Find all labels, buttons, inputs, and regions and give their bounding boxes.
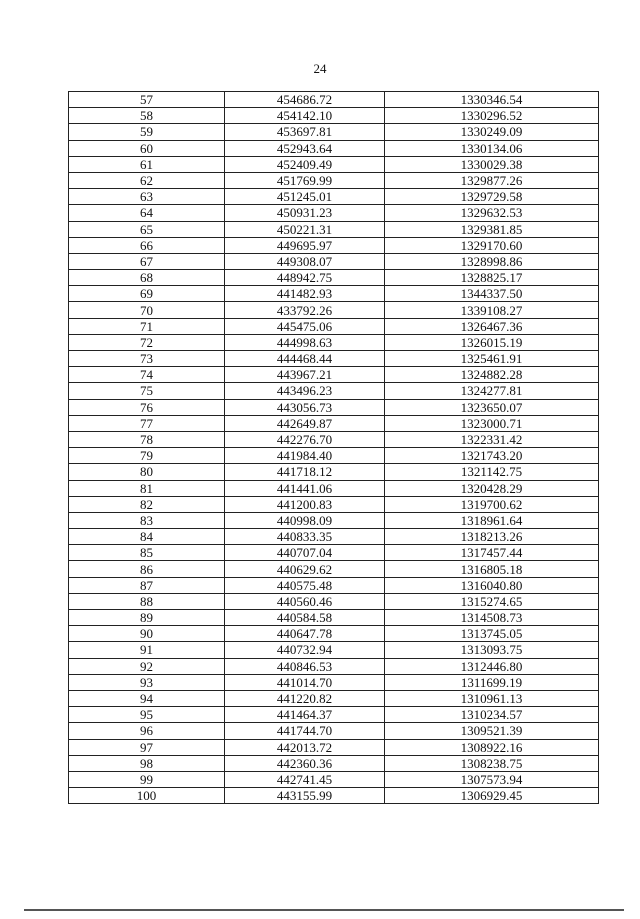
table-row <box>69 658 599 674</box>
x-coordinate-cell: 444998.63 <box>225 334 385 350</box>
y-coordinate-cell: 1329877.26 <box>385 172 599 188</box>
table-row <box>69 415 599 431</box>
x-coordinate-cell: 441220.82 <box>225 690 385 706</box>
y-coordinate-cell: 1314508.73 <box>385 610 599 626</box>
y-coordinate-cell: 1330296.52 <box>385 108 599 124</box>
y-coordinate-cell: 1326467.36 <box>385 318 599 334</box>
y-coordinate-cell: 1306929.45 <box>385 788 599 804</box>
table-row <box>69 221 599 237</box>
table-row <box>69 707 599 723</box>
table-row <box>69 351 599 367</box>
point-number-cell: 59 <box>69 124 225 140</box>
y-coordinate-cell: 1323650.07 <box>385 399 599 415</box>
x-coordinate-cell: 443056.73 <box>225 399 385 415</box>
table-row <box>69 253 599 269</box>
x-coordinate-cell: 450931.23 <box>225 205 385 221</box>
y-coordinate-cell: 1307573.94 <box>385 771 599 787</box>
x-coordinate-cell: 442013.72 <box>225 739 385 755</box>
table-row <box>69 723 599 739</box>
table-row <box>69 108 599 124</box>
point-number-cell: 70 <box>69 302 225 318</box>
point-number-cell: 74 <box>69 367 225 383</box>
y-coordinate-cell: 1321142.75 <box>385 464 599 480</box>
y-coordinate-cell: 1344337.50 <box>385 286 599 302</box>
x-coordinate-cell: 449695.97 <box>225 237 385 253</box>
point-number-cell: 72 <box>69 334 225 350</box>
x-coordinate-cell: 442741.45 <box>225 771 385 787</box>
x-coordinate-cell: 452409.49 <box>225 156 385 172</box>
table-row <box>69 334 599 350</box>
x-coordinate-cell: 443967.21 <box>225 367 385 383</box>
point-number-cell: 97 <box>69 739 225 755</box>
table-row <box>69 318 599 334</box>
point-number-cell: 82 <box>69 496 225 512</box>
point-number-cell: 96 <box>69 723 225 739</box>
y-coordinate-cell: 1328825.17 <box>385 270 599 286</box>
coordinate-table-body <box>69 92 599 804</box>
table-row <box>69 286 599 302</box>
point-number-cell: 67 <box>69 253 225 269</box>
y-coordinate-cell: 1324882.28 <box>385 367 599 383</box>
point-number-cell: 71 <box>69 318 225 334</box>
point-number-cell: 90 <box>69 626 225 642</box>
y-coordinate-cell: 1329729.58 <box>385 189 599 205</box>
point-number-cell: 88 <box>69 593 225 609</box>
y-coordinate-cell: 1328998.86 <box>385 253 599 269</box>
page-bottom-edge <box>24 909 624 911</box>
table-row <box>69 545 599 561</box>
point-number-cell: 93 <box>69 674 225 690</box>
point-number-cell: 80 <box>69 464 225 480</box>
y-coordinate-cell: 1319700.62 <box>385 496 599 512</box>
point-number-cell: 100 <box>69 788 225 804</box>
y-coordinate-cell: 1317457.44 <box>385 545 599 561</box>
table-row <box>69 124 599 140</box>
x-coordinate-cell: 440629.62 <box>225 561 385 577</box>
point-number-cell: 83 <box>69 512 225 528</box>
y-coordinate-cell: 1329170.60 <box>385 237 599 253</box>
point-number-cell: 98 <box>69 755 225 771</box>
x-coordinate-cell: 454142.10 <box>225 108 385 124</box>
table-row <box>69 755 599 771</box>
y-coordinate-cell: 1330029.38 <box>385 156 599 172</box>
y-coordinate-cell: 1313093.75 <box>385 642 599 658</box>
x-coordinate-cell: 433792.26 <box>225 302 385 318</box>
y-coordinate-cell: 1316805.18 <box>385 561 599 577</box>
x-coordinate-cell: 440647.78 <box>225 626 385 642</box>
table-row <box>69 205 599 221</box>
y-coordinate-cell: 1312446.80 <box>385 658 599 674</box>
table-row <box>69 788 599 804</box>
x-coordinate-cell: 442360.36 <box>225 755 385 771</box>
x-coordinate-cell: 454686.72 <box>225 92 385 108</box>
table-row <box>69 512 599 528</box>
x-coordinate-cell: 441482.93 <box>225 286 385 302</box>
point-number-cell: 86 <box>69 561 225 577</box>
page-number: 24 <box>313 61 327 76</box>
y-coordinate-cell: 1326015.19 <box>385 334 599 350</box>
point-number-cell: 78 <box>69 431 225 447</box>
x-coordinate-cell: 451245.01 <box>225 189 385 205</box>
x-coordinate-cell: 451769.99 <box>225 172 385 188</box>
y-coordinate-cell: 1330346.54 <box>385 92 599 108</box>
y-coordinate-cell: 1308922.16 <box>385 739 599 755</box>
x-coordinate-cell: 440998.09 <box>225 512 385 528</box>
point-number-cell: 63 <box>69 189 225 205</box>
point-number-cell: 79 <box>69 448 225 464</box>
point-number-cell: 76 <box>69 399 225 415</box>
x-coordinate-cell: 441441.06 <box>225 480 385 496</box>
point-number-cell: 61 <box>69 156 225 172</box>
table-row <box>69 464 599 480</box>
table-row <box>69 302 599 318</box>
point-number-cell: 95 <box>69 707 225 723</box>
table-row <box>69 92 599 108</box>
y-coordinate-cell: 1330249.09 <box>385 124 599 140</box>
x-coordinate-cell: 452943.64 <box>225 140 385 156</box>
y-coordinate-cell: 1324277.81 <box>385 383 599 399</box>
table-row <box>69 577 599 593</box>
y-coordinate-cell: 1310234.57 <box>385 707 599 723</box>
x-coordinate-cell: 441984.40 <box>225 448 385 464</box>
y-coordinate-cell: 1308238.75 <box>385 755 599 771</box>
y-coordinate-cell: 1318213.26 <box>385 529 599 545</box>
point-number-cell: 87 <box>69 577 225 593</box>
table-row <box>69 156 599 172</box>
x-coordinate-cell: 441744.70 <box>225 723 385 739</box>
table-row <box>69 529 599 545</box>
point-number-cell: 94 <box>69 690 225 706</box>
x-coordinate-cell: 441464.37 <box>225 707 385 723</box>
y-coordinate-cell: 1320428.29 <box>385 480 599 496</box>
x-coordinate-cell: 441200.83 <box>225 496 385 512</box>
y-coordinate-cell: 1309521.39 <box>385 723 599 739</box>
y-coordinate-cell: 1329632.53 <box>385 205 599 221</box>
x-coordinate-cell: 442649.87 <box>225 415 385 431</box>
point-number-cell: 81 <box>69 480 225 496</box>
point-number-cell: 68 <box>69 270 225 286</box>
table-row <box>69 610 599 626</box>
x-coordinate-cell: 443496.23 <box>225 383 385 399</box>
y-coordinate-cell: 1313745.05 <box>385 626 599 642</box>
table-row <box>69 237 599 253</box>
point-number-cell: 65 <box>69 221 225 237</box>
x-coordinate-cell: 440584.58 <box>225 610 385 626</box>
coordinate-table <box>68 91 599 804</box>
point-number-cell: 62 <box>69 172 225 188</box>
y-coordinate-cell: 1325461.91 <box>385 351 599 367</box>
point-number-cell: 66 <box>69 237 225 253</box>
table-row <box>69 140 599 156</box>
table-row <box>69 593 599 609</box>
point-number-cell: 60 <box>69 140 225 156</box>
table-row <box>69 739 599 755</box>
point-number-cell: 58 <box>69 108 225 124</box>
table-row <box>69 480 599 496</box>
x-coordinate-cell: 450221.31 <box>225 221 385 237</box>
point-number-cell: 89 <box>69 610 225 626</box>
table-row <box>69 674 599 690</box>
table-row <box>69 771 599 787</box>
y-coordinate-cell: 1330134.06 <box>385 140 599 156</box>
point-number-cell: 77 <box>69 415 225 431</box>
table-row <box>69 367 599 383</box>
x-coordinate-cell: 444468.44 <box>225 351 385 367</box>
y-coordinate-cell: 1311699.19 <box>385 674 599 690</box>
x-coordinate-cell: 440575.48 <box>225 577 385 593</box>
y-coordinate-cell: 1322331.42 <box>385 431 599 447</box>
table-row <box>69 626 599 642</box>
x-coordinate-cell: 440707.04 <box>225 545 385 561</box>
x-coordinate-cell: 440732.94 <box>225 642 385 658</box>
table-row <box>69 383 599 399</box>
y-coordinate-cell: 1323000.71 <box>385 415 599 431</box>
table-row <box>69 496 599 512</box>
x-coordinate-cell: 453697.81 <box>225 124 385 140</box>
point-number-cell: 69 <box>69 286 225 302</box>
x-coordinate-cell: 443155.99 <box>225 788 385 804</box>
point-number-cell: 57 <box>69 92 225 108</box>
table-row <box>69 189 599 205</box>
table-row <box>69 270 599 286</box>
table-row <box>69 172 599 188</box>
x-coordinate-cell: 442276.70 <box>225 431 385 447</box>
point-number-cell: 92 <box>69 658 225 674</box>
point-number-cell: 75 <box>69 383 225 399</box>
y-coordinate-cell: 1316040.80 <box>385 577 599 593</box>
point-number-cell: 99 <box>69 771 225 787</box>
table-row <box>69 642 599 658</box>
y-coordinate-cell: 1310961.13 <box>385 690 599 706</box>
y-coordinate-cell: 1329381.85 <box>385 221 599 237</box>
x-coordinate-cell: 441014.70 <box>225 674 385 690</box>
x-coordinate-cell: 445475.06 <box>225 318 385 334</box>
table-row <box>69 431 599 447</box>
x-coordinate-cell: 440833.35 <box>225 529 385 545</box>
point-number-cell: 73 <box>69 351 225 367</box>
x-coordinate-cell: 448942.75 <box>225 270 385 286</box>
y-coordinate-cell: 1321743.20 <box>385 448 599 464</box>
x-coordinate-cell: 441718.12 <box>225 464 385 480</box>
table-row <box>69 448 599 464</box>
point-number-cell: 85 <box>69 545 225 561</box>
point-number-cell: 91 <box>69 642 225 658</box>
x-coordinate-cell: 440560.46 <box>225 593 385 609</box>
y-coordinate-cell: 1339108.27 <box>385 302 599 318</box>
point-number-cell: 64 <box>69 205 225 221</box>
table-row <box>69 561 599 577</box>
table-row <box>69 399 599 415</box>
point-number-cell: 84 <box>69 529 225 545</box>
x-coordinate-cell: 449308.07 <box>225 253 385 269</box>
table-row <box>69 690 599 706</box>
x-coordinate-cell: 440846.53 <box>225 658 385 674</box>
y-coordinate-cell: 1318961.64 <box>385 512 599 528</box>
y-coordinate-cell: 1315274.65 <box>385 593 599 609</box>
